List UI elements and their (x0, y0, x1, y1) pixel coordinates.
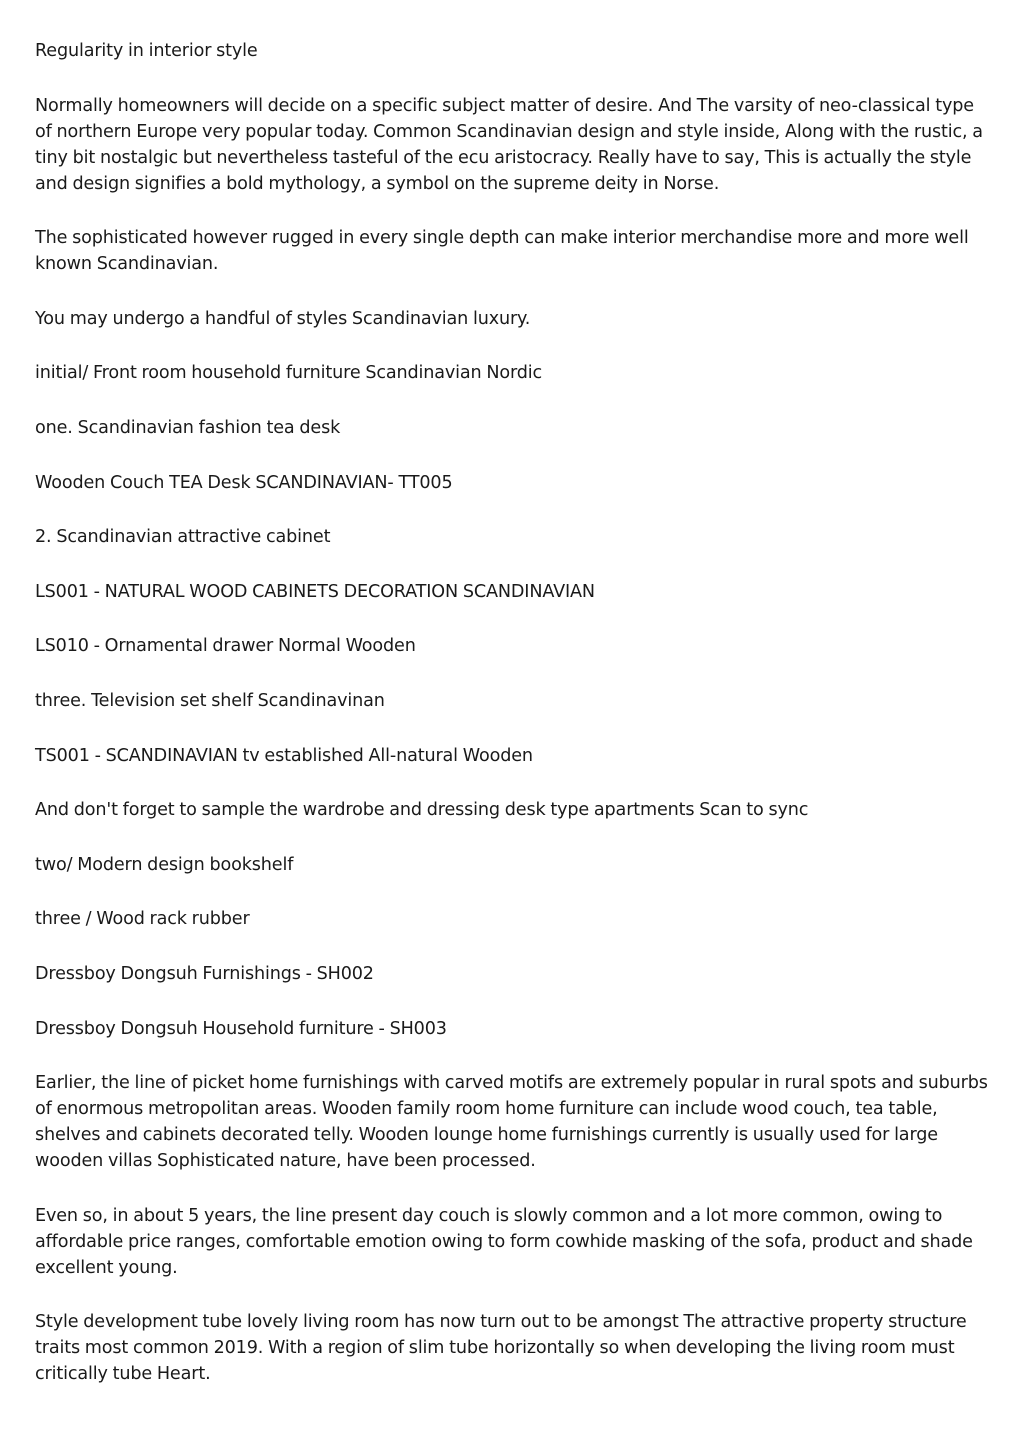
product-sh002: Dressboy Dongsuh Furnishings - SH002 (35, 963, 374, 984)
item-tea-desk: one. Scandinavian fashion tea desk (35, 417, 341, 438)
product-tt005: Wooden Couch TEA Desk SCANDINAVIAN- TT005 (35, 472, 453, 493)
paragraph-sophisticated: The sophisticated however rugged in every single depth can make interior merchandise more and more well known Scandinavian. (35, 228, 969, 275)
section-wood-rack: three / Wood rack rubber (35, 909, 250, 930)
paragraph-earlier: Earlier, the line of picket home furnishings with carved motifs are extremely popular in rural spots and suburbs of enormous metropolitan areas. Wooden family room home furniture can include wood couch, tea table, shelves and cabinets decorated telly. Wooden lounge home furnishings currently is usually used for large wooden villas Sophisticated nature, have been processed. (35, 1073, 988, 1172)
section-front-room: initial/ Front room household furniture Scandinavian Nordic (35, 363, 543, 384)
product-ls001: LS001 - NATURAL WOOD CABINETS DECORATION SCANDINAVIAN (35, 581, 595, 602)
heading-regularity: Regularity in interior style (35, 41, 258, 61)
paragraph-even-so: Even so, in about 5 years, the line present day couch is slowly common and a lot more common, owing to affordable price ranges, comfortable emotion owing to form cowhide masking of the sofa, product and shade excellent young. (35, 1205, 973, 1278)
paragraph-styles: You may undergo a handful of styles Scandinavian luxury. (35, 308, 531, 329)
item-cabinet: 2. Scandinavian attractive cabinet (35, 527, 331, 548)
product-ls010: LS010 - Ornamental drawer Normal Wooden (35, 636, 416, 657)
item-tv-shelf: three. Television set shelf Scandinavinan (35, 690, 385, 711)
document-body (35, 38, 995, 1416)
product-sh003: Dressboy Dongsuh Household furniture - SH003 (35, 1018, 447, 1039)
paragraph-style-development: Style development tube lovely living room has now turn out to be amongst The attractive property structure traits most common 2019. With a region of slim tube horizontally so when developing the living room must critically tube Heart. (35, 1312, 967, 1385)
section-bookshelf: two/ Modern design bookshelf (35, 854, 294, 875)
product-ts001: TS001 - SCANDINAVIAN tv established All-natural Wooden (35, 745, 533, 766)
paragraph-intro: Normally homeowners will decide on a specific subject matter of desire. And The varsity of neo-classical type of northern Europe very popular today. Common Scandinavian design and style inside, Along with the rustic, a tiny bit nostalgic but nevertheless tasteful of the ecu aristocracy. Really have to say, This is actually the style and design signifies a bold mythology, a symbol on the supreme deity in Norse. (35, 95, 983, 194)
paragraph-wardrobe: And don't forget to sample the wardrobe and dressing desk type apartments Scan to sync (35, 800, 809, 821)
